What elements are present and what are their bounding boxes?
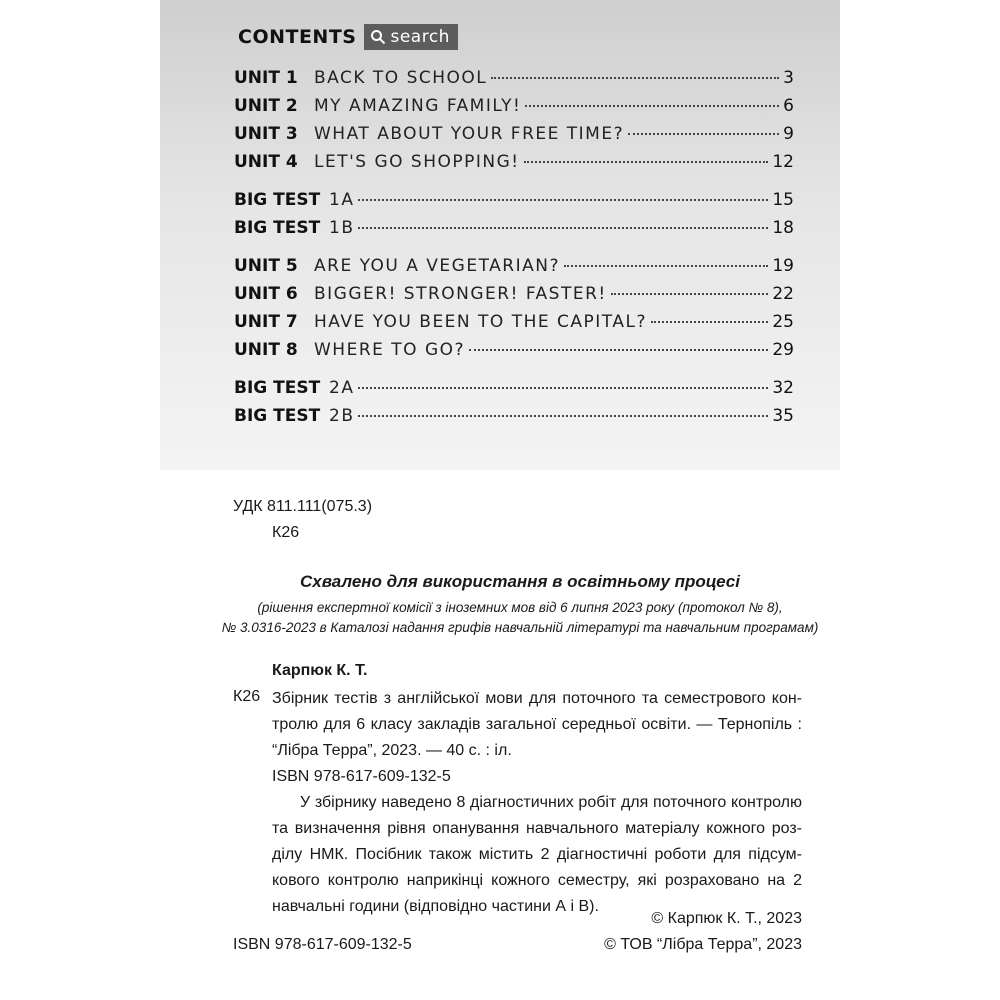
toc-title: 1A (329, 190, 355, 210)
toc-leader (491, 77, 779, 79)
toc-label: UNIT 8 (234, 340, 298, 360)
bibliographic-description (272, 686, 802, 790)
toc-leader (611, 293, 769, 295)
toc-page: 12 (772, 152, 794, 172)
toc-label: BIG TEST (234, 218, 321, 238)
toc-page: 9 (783, 124, 794, 144)
toc-label: UNIT 2 (234, 96, 298, 116)
toc-row-big-test-1a[interactable] (234, 190, 794, 218)
toc-page: 29 (772, 340, 794, 360)
toc-row-unit-3[interactable] (234, 124, 794, 152)
toc-label: BIG TEST (234, 378, 321, 398)
toc-row-big-test-2a[interactable] (234, 378, 794, 406)
abstract-line: навчальні години (відповідно частини А і В). (272, 898, 599, 915)
toc-page: 3 (783, 68, 794, 88)
bib-line: Збірник тестів з англійської мови для поточного та семестрового кон- (272, 690, 802, 707)
toc-row-unit-6[interactable] (234, 284, 794, 312)
contents-list (234, 68, 794, 434)
contents-panel (160, 0, 840, 470)
bibliographic-code: К26 (233, 688, 261, 705)
toc-title: BIGGER! STRONGER! FASTER! (314, 284, 607, 304)
toc-page: 19 (772, 256, 794, 276)
toc-row-unit-5[interactable] (234, 256, 794, 284)
toc-row-unit-4[interactable] (234, 152, 794, 180)
toc-page: 25 (772, 312, 794, 332)
toc-title: LET'S GO SHOPPING! (314, 152, 520, 172)
toc-row-unit-2[interactable] (234, 96, 794, 124)
search-icon (370, 29, 386, 45)
toc-title: MY AMAZING FAMILY! (314, 96, 522, 116)
author-name: Карпюк К. Т. (272, 662, 368, 679)
toc-row-unit-8[interactable] (234, 340, 794, 368)
approval-heading: Схвалено для використання в освітньому процесі (300, 572, 740, 591)
toc-leader (358, 415, 768, 417)
toc-leader (469, 349, 768, 351)
contents-header (238, 24, 458, 50)
toc-page: 22 (772, 284, 794, 304)
toc-title: 2A (329, 378, 355, 398)
copyright-publisher: © ТОВ “Лібра Терра”, 2023 (604, 936, 802, 953)
bib-line: “Лібра Терра”, 2023. — 40 с. : іл. (272, 742, 512, 759)
search-label: search (390, 27, 450, 47)
abstract-line: кового контролю наприкінці кожного семестру, які розраховано на 2 (272, 872, 802, 889)
toc-leader (358, 227, 768, 229)
toc-title: WHAT ABOUT YOUR FREE TIME? (314, 124, 625, 144)
toc-label: BIG TEST (234, 190, 321, 210)
approval-decision-line-2: № 3.0316-2023 в Каталозі надання грифів навчальній літературі та навчальним програмам) (221, 620, 819, 635)
copyright-author: © Карпюк К. Т., 2023 (651, 910, 802, 927)
toc-label: UNIT 3 (234, 124, 298, 144)
toc-page: 18 (772, 218, 794, 238)
toc-leader (525, 105, 779, 107)
toc-row-unit-7[interactable] (234, 312, 794, 340)
abstract-line: У збірнику наведено 8 діагностичних робіт для поточного контролю (300, 794, 802, 811)
toc-label: UNIT 7 (234, 312, 298, 332)
toc-label: UNIT 5 (234, 256, 298, 276)
toc-title: BACK TO SCHOOL (314, 68, 488, 88)
abstract-line: та визначення рівня опанування навчального матеріалу кожного роз- (272, 820, 802, 837)
isbn: ISBN 978-617-609-132-5 (233, 936, 412, 953)
toc-row-big-test-1b[interactable] (234, 218, 794, 246)
bib-isbn: ISBN 978-617-609-132-5 (272, 768, 451, 785)
toc-leader (564, 265, 768, 267)
toc-row-big-test-2b[interactable] (234, 406, 794, 434)
abstract (272, 790, 802, 920)
approval-decision-line-1: (рішення експертної комісії з іноземних мов від 6 липня 2023 року (протокол № 8), (257, 600, 783, 615)
toc-leader (628, 133, 779, 135)
toc-leader (524, 161, 769, 163)
toc-leader (358, 199, 768, 201)
toc-page: 15 (772, 190, 794, 210)
library-code: К26 (272, 524, 300, 541)
toc-label: UNIT 6 (234, 284, 298, 304)
bib-line: тролю для 6 класу закладів загальної середньої освіти. — Тернопіль : (272, 716, 802, 733)
contents-title: CONTENTS (238, 26, 357, 48)
toc-row-unit-1[interactable] (234, 68, 794, 96)
toc-page: 35 (772, 406, 794, 426)
toc-label: UNIT 1 (234, 68, 298, 88)
abstract-line: ділу НМК. Посібник також містить 2 діагностичні роботи для підсум- (272, 846, 802, 863)
search-chip[interactable] (364, 24, 457, 50)
toc-page: 6 (783, 96, 794, 116)
toc-leader (651, 321, 768, 323)
udk-code: УДК 811.111(075.3) (233, 498, 373, 515)
toc-title: 2B (329, 406, 355, 426)
toc-title: 1B (329, 218, 355, 238)
toc-page: 32 (772, 378, 794, 398)
toc-title: WHERE TO GO? (314, 340, 466, 360)
toc-label: BIG TEST (234, 406, 321, 426)
toc-title: HAVE YOU BEEN TO THE CAPITAL? (314, 312, 647, 332)
toc-leader (358, 387, 768, 389)
toc-label: UNIT 4 (234, 152, 298, 172)
toc-title: ARE YOU A VEGETARIAN? (314, 256, 560, 276)
